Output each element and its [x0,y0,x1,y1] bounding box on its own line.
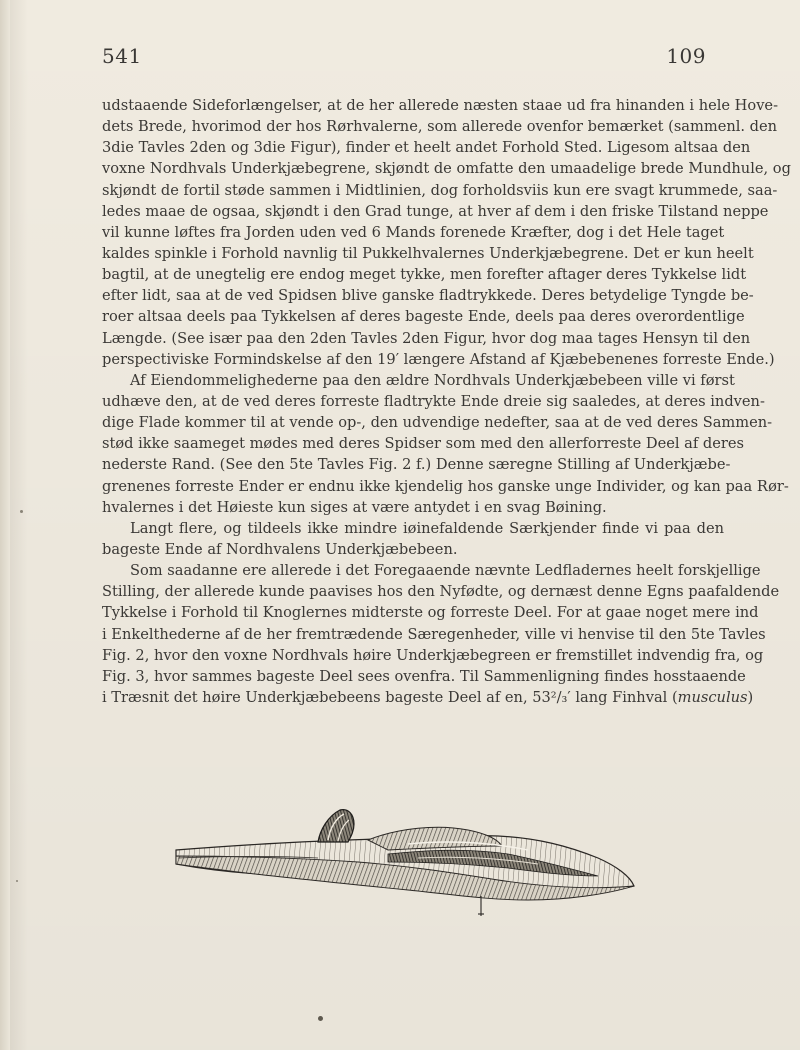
text-line: i Træsnit det høire Underkjæbebeens bageste Deel af en, 53²/₃′ lang Finhval (musculus) [102,688,754,706]
page-number-left: 541 [102,44,142,68]
text-line: dets Brede, hvorimod der hos Rørhvalerne, som allerede ovenfor bemærket (sammenl. den [102,118,778,136]
text-line: Fig. 3, hvor sammes bageste Deel sees ovenfra. Til Sammenligning findes hosstaaende [102,667,746,685]
paper-speck [20,510,23,513]
paper-speck [16,880,18,882]
text-line: hvalernes i det Høieste kun siges at være antydet i en svag Bøining. [102,498,607,516]
text-line: dige Flade kommer til at vende op-, den udvendige nedefter, saa at de ved deres Sammen- [102,414,773,432]
jawbone-woodcut-illustration [168,806,638,926]
text-line: i Enkelthederne af de her fremtrædende Særegenheder, ville vi henvise til den 5te Tavles [102,625,766,643]
text-line: kaldes spinkle i Forhold navnlig til Pukkelhvalernes Underkjæbegrene. Det er kun heelt [102,244,754,262]
text-line: Længde. (See især paa den 2den Tavles 2den Figur, hvor dog maa tages Hensyn til den [102,329,751,347]
text-line: Af Eiendommelighederne paa den ældre Nordhvals Underkjæbebeen ville vi først [130,371,735,389]
paper-speck [318,1016,323,1021]
text-line: Fig. 2, hvor den voxne Nordhvals høire Underkjæbegreen er fremstillet indvendig fra, og [102,646,764,664]
text-line: Som saadanne ere allerede i det Foregaaende nævnte Ledfladernes heelt forskjellige [130,562,761,580]
text-line: nederste Rand. (See den 5te Tavles Fig. 2 f.) Denne særegne Stilling af Underkjæbe- [102,456,731,474]
text-line: bagtil, at de unegtelig ere endog meget tykke, men forefter aftager deres Tykkelse lidt [102,266,747,284]
text-line: voxne Nordhvals Underkjæbegrene, skjøndt de omfatte den umaadelige brede Mundhule, og [102,160,791,178]
text-line: roer altsaa deels paa Tykkelsen af deres bageste Ende, deels paa deres overordentlige [102,308,745,326]
page-gutter-shadow [0,0,10,1050]
text-line: udhæve den, at de ved deres forreste fladtrykte Ende dreie sig saaledes, at deres indven- [102,392,765,410]
text-line: Stilling, der allerede kunde paavises hos den Nyfødte, og dernæst denne Egns paafaldende [102,583,780,601]
text-line: Langt flere, og tildeels ikke mindre iøinefaldende Særkjender finde vi paa den [130,519,724,537]
text-line: grenenes forreste Ender er endnu ikke kjendelig hos ganske unge Individer, og kan paa Rør- [102,477,789,495]
page-header [102,44,706,74]
text-line: ledes maae de ogsaa, skjøndt i den Grad tunge, at hver af dem i den friske Tilstand neppe [102,202,769,220]
text-line: bageste Ende af Nordhvalens Underkjæbebeen. [102,540,458,558]
text-line: perspectiviske Formindskelse af den 19′ længere Afstand af Kjæbebenenes forreste Ende.) [102,350,775,368]
body-text [102,95,791,708]
text-line: vil kunne løftes fra Jorden uden ved 6 Mands forenede Kræfter, dog i det Hele taget [102,223,725,241]
text-line: skjøndt de fortil støde sammen i Midtlinien, dog forholdsviis kun ere svagt krummede, saa- [102,181,778,199]
text-line: 3die Tavles 2den og 3die Figur), finder et heelt andet Forhold Sted. Ligesom altsaa den [102,139,751,157]
text-line: stød ikke saameget mødes med deres Spidser som med den allerforreste Deel af deres [102,435,744,453]
species-name: musculus [677,688,748,706]
text-line: efter lidt, saa at de ved Spidsen blive ganske fladtrykkede. Deres betydelige Tyngde be- [102,287,754,305]
text-line: Tykkelse i Forhold til Knoglernes midterste og forreste Deel. For at gaae noget mere ind [102,604,759,622]
page-number-right: 109 [666,44,706,68]
text-line: udstaaende Sideforlængelser, at de her allerede næsten staae ud fra hinanden i hele Hove- [102,97,779,114]
